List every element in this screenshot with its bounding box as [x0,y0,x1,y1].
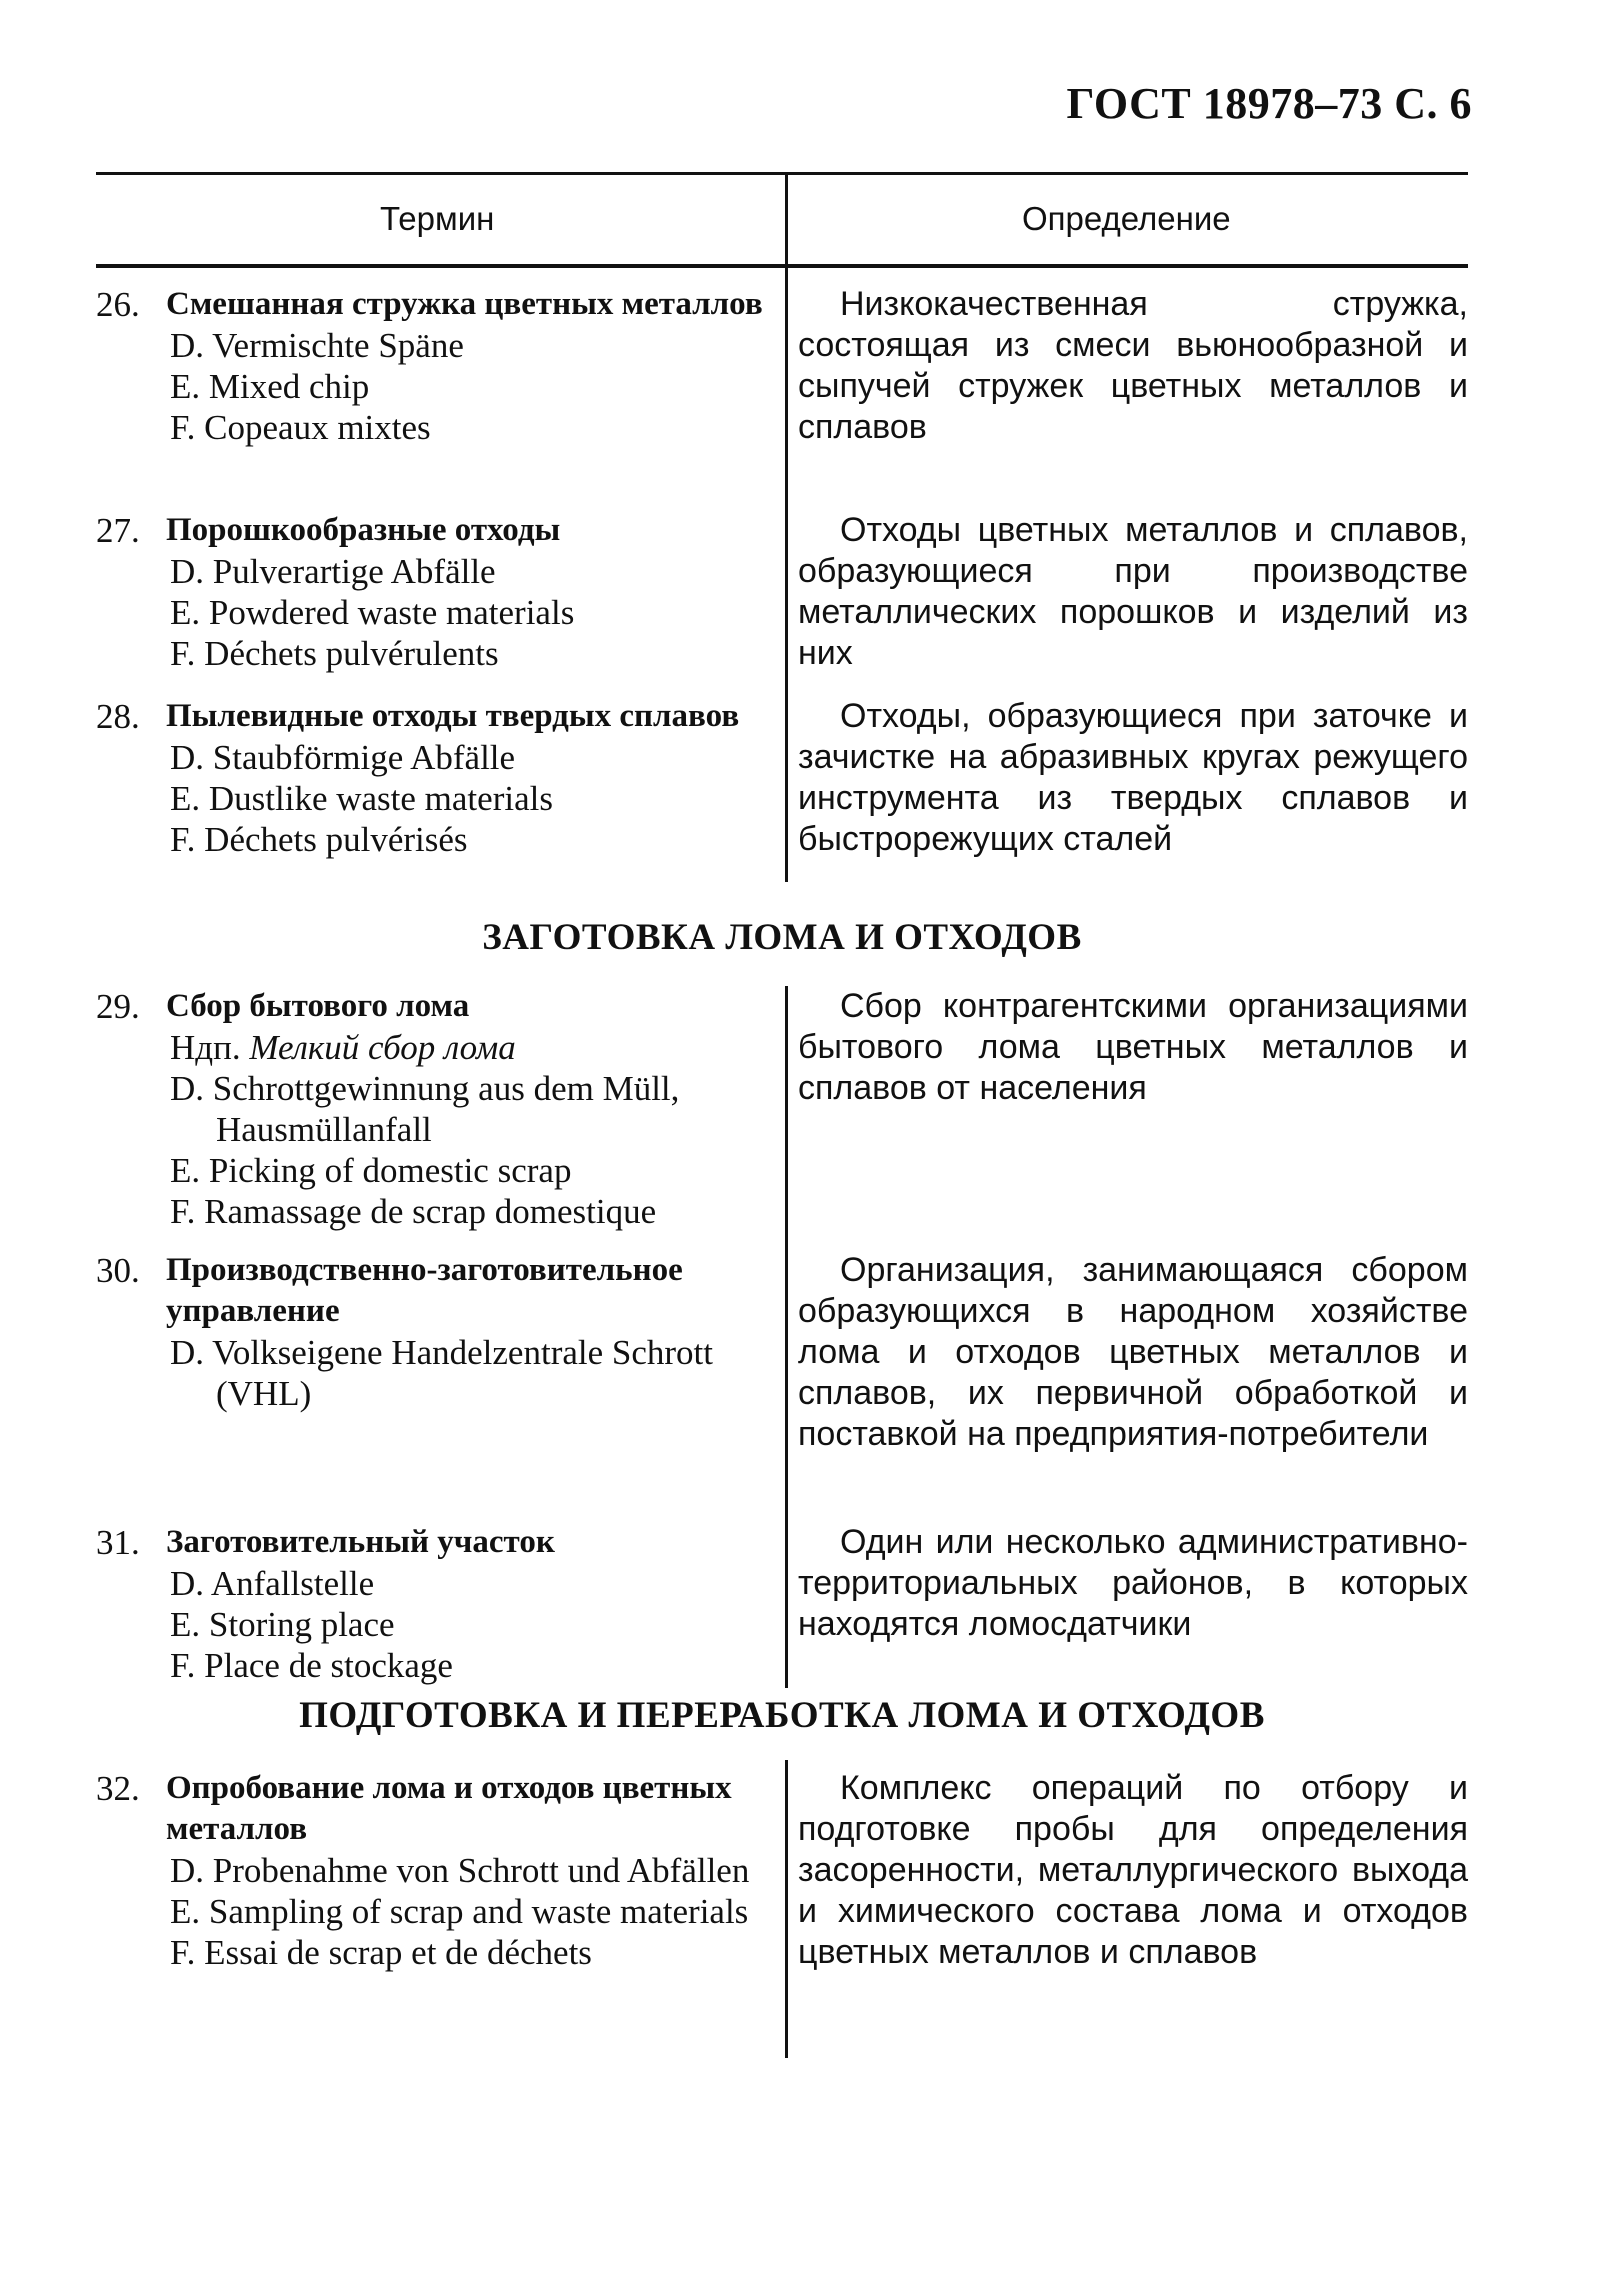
term-english: E. Mixed chip [170,367,370,406]
term-english: E. Storing place [170,1605,395,1644]
term-english: E. Picking of domestic scrap [170,1151,572,1190]
term-column [96,986,786,1232]
term-french: F. Déchets pulvérulents [170,634,499,673]
term-number: 29. [96,987,140,1026]
term-definition: Сбор контрагентскими организациями бытового лома цветных металлов и сплавов от населения [798,987,1468,1107]
term-german: D. Probenahme von Schrott und Abfällen [170,1851,750,1890]
term-column [96,1768,786,1973]
term-column [96,1250,786,1414]
term-definition: Один или несколько административно-территориальных районов, в которых находятся ломосдатчики [798,1523,1468,1643]
table-header-rule [96,264,1468,268]
term-number: 32. [96,1769,140,1808]
term-german: D. Volkseigene Handelzentrale Schrott (VHL) [170,1333,713,1413]
term-french: F. Déchets pulvérisés [170,820,468,859]
section-title: ЗАГОТОВКА ЛОМА И ОТХОДОВ [482,917,1082,958]
page-header: ГОСТ 18978–73 С. 6 [1066,79,1472,128]
term-russian: Заготовительный участок [166,1524,555,1560]
term-german: D. Vermischte Späne [170,326,464,365]
term-number: 31. [96,1523,140,1562]
term-definition: Организация, занимающаяся сбором образующихся в народном хозяйстве лома и отходов цветных металлов и сплавов, их первичной обработкой и поставкой на предприятия-потребители [798,1251,1468,1453]
term-deprecated [170,1027,786,1068]
term-russian: Производственно-заготовительное управление [166,1252,683,1329]
term-russian: Опробование лома и отходов цветных металлов [166,1770,732,1847]
term-definition: Отходы, образующиеся при заточке и зачистке на абразивных кругах режущего инструмента из твердых сплавов и быстрорежущих сталей [798,697,1468,858]
term-german: D. Staubförmige Abfälle [170,738,516,777]
term-german: D. Anfallstelle [170,1564,375,1603]
column-header-term: Термин [380,200,495,237]
term-column [96,284,786,448]
term-french: F. Place de stockage [170,1646,453,1685]
term-column [96,1522,786,1686]
term-russian: Смешанная стружка цветных металлов [166,286,763,322]
term-french: F. Copeaux mixtes [170,408,431,447]
term-definition: Комплекс операций по отбору и подготовке пробы для определения засоренности, металлургического выхода и химического состава лома и отходов цветных металлов и сплавов [798,1769,1468,1971]
term-definition: Низкокачественная стружка, состоящая из смеси вьюнообразной и сыпучей стружек цветных металлов и сплавов [798,285,1468,446]
term-number: 27. [96,511,140,550]
term-french: F. Essai de scrap et de déchets [170,1933,592,1972]
term-number: 28. [96,697,140,736]
term-english: E. Sampling of scrap and waste materials [170,1892,749,1931]
term-column [96,696,786,860]
table-top-rule [96,172,1468,175]
term-french: F. Ramassage de scrap domestique [170,1192,657,1231]
section-title: ПОДГОТОВКА И ПЕРЕРАБОТКА ЛОМА И ОТХОДОВ [299,1695,1265,1736]
term-russian: Сбор бытового лома [166,988,470,1024]
term-russian: Пылевидные отходы твердых сплавов [166,698,740,734]
deprecated-label: Ндп. [170,1028,241,1067]
term-english: E. Powdered waste materials [170,593,575,632]
column-header-definition: Определение [1022,200,1231,237]
term-russian: Порошкообразные отходы [166,512,561,548]
term-german: D. Pulverartige Abfälle [170,552,496,591]
deprecated-term: Мелкий сбор лома [249,1028,516,1067]
term-number: 30. [96,1251,140,1290]
term-column [96,510,786,674]
term-number: 26. [96,285,140,324]
term-german: D. Schrottgewinnung aus dem Müll, Hausmüllanfall [170,1069,680,1149]
term-english: E. Dustlike waste materials [170,779,553,818]
term-definition: Отходы цветных металлов и сплавов, образующиеся при производстве металлических порошков и изделий из них [798,511,1468,672]
